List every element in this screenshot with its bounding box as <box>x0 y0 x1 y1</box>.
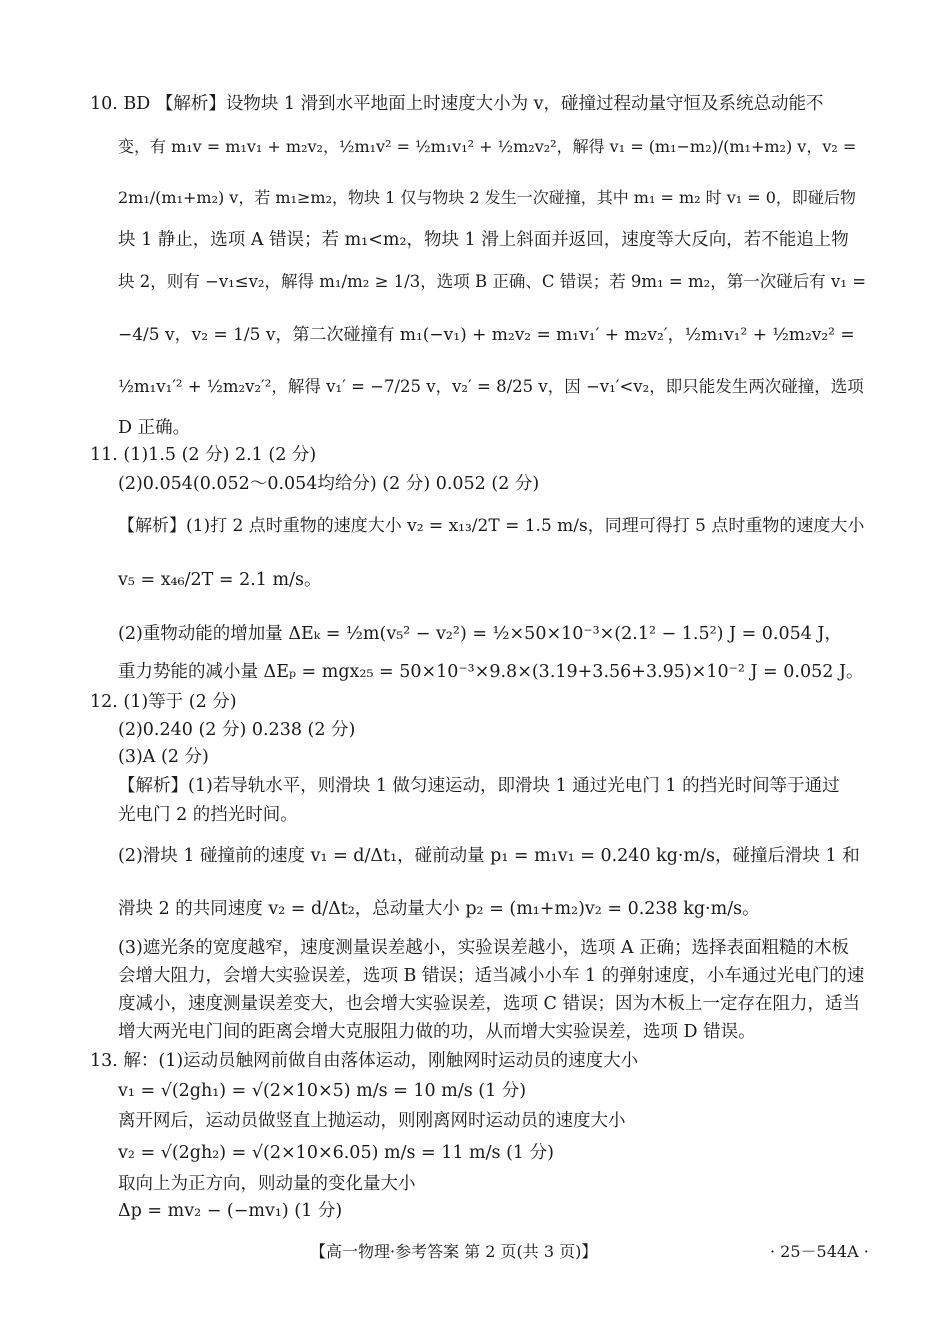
text-line: 变，有 m₁v = m₁v₁ + m₂v₂，½m₁v² = ½m₁v₁² + ½m₂v₂²，解得 v₁ = (m₁−m₂)/(m₁+m₂) v，v₂ = <box>118 137 857 156</box>
text-line: Δp = mv₂ − (−mv₁) (1 分) <box>118 1201 343 1221</box>
text-line: −4/5 v，v₂ = 1/5 v，第二次碰撞有 m₁(−v₁) + m₂v₂ = m₁v₁′ + m₂v₂′，½m₁v₁² + ½m₂v₂² = <box>118 325 855 345</box>
text-line: 取向上为正方向，则动量的变化量大小 <box>118 1174 416 1194</box>
text-line: 12. (1)等于 (2 分) <box>90 692 237 712</box>
paper-code: · 25－544A · <box>770 1242 869 1261</box>
text-line: (2)重物动能的增加量 ΔEₖ = ½m(v₅² − v₂²) = ½×50×10⁻³×(2.1² − 1.5²) J = 0.054 J， <box>118 624 842 644</box>
text-line: 块 2，则有 −v₁≤v₂，解得 m₁/m₂ ≥ 1/3，选项 B 正确、C 错误；若 9m₁ = m₂，第一次碰后有 v₁ = <box>118 272 867 291</box>
text-line: 离开网后，运动员做竖直上抛运动，则刚离网时运动员的速度大小 <box>118 1111 626 1131</box>
text-line: 重力势能的减小量 ΔEₚ = mgx₂₅ = 50×10⁻³×9.8×(3.19+3.56+3.95)×10⁻² J = 0.052 J。 <box>118 662 864 682</box>
text-line: (2)0.054(0.052～0.054均给分) (2 分) 0.052 (2 分) <box>118 474 540 494</box>
text-line: 滑块 2 的共同速度 v₂ = d/Δt₂，总动量大小 p₂ = (m₁+m₂)v₂ = 0.238 kg·m/s。 <box>118 899 760 919</box>
text-line: 度减小，速度测量误差变大，也会增大实验误差，选项 C 错误；因为木板上一定存在阻力，适当 <box>118 994 861 1014</box>
text-line: 2m₁/(m₁+m₂) v，若 m₁≥m₂，物块 1 仅与物块 2 发生一次碰撞，其中 m₁ = m₂ 时 v₁ = 0，即碰后物 <box>118 188 856 207</box>
text-line: D 正确。 <box>118 418 191 438</box>
text-line: v₂ = √(2gh₂) = √(2×10×6.05) m/s = 11 m/s (1 分) <box>118 1143 554 1163</box>
text-line: v₅ = x₄₆/2T = 2.1 m/s。 <box>118 570 322 590</box>
text-line: v₁ = √(2gh₁) = √(2×10×5) m/s = 10 m/s (1 分) <box>118 1081 527 1101</box>
text-line: 11. (1)1.5 (2 分) 2.1 (2 分) <box>90 445 317 465</box>
text-line: 10. BD 【解析】设物块 1 滑到水平地面上时速度大小为 v，碰撞过程动量守恒及系统总动能不 <box>90 94 824 114</box>
text-line: 会增大阻力，会增大实验误差，选项 B 错误；适当减小小车 1 的弹射速度，小车通过光电门的速 <box>118 966 865 986</box>
text-line: ½m₁v₁′² + ½m₂v₂′²，解得 v₁′ = −7/25 v，v₂′ = 8/25 v，因 −v₁′<v₂，即只能发生两次碰撞，选项 <box>118 377 864 396</box>
text-line: 光电门 2 的挡光时间。 <box>118 805 298 825</box>
text-line: 13. 解：(1)运动员触网前做自由落体运动，刚触网时运动员的速度大小 <box>90 1051 639 1071</box>
page-footer: 【高一物理·参考答案 第 2 页(共 3 页)】 <box>310 1242 598 1261</box>
text-line: 块 1 静止，选项 A 错误；若 m₁<m₂，物块 1 滑上斜面并返回，速度等大反向，若不能追上物 <box>118 230 849 250</box>
text-line: (2)滑块 1 碰撞前的速度 v₁ = d/Δt₁，碰前动量 p₁ = m₁v₁ = 0.240 kg·m/s，碰撞后滑块 1 和 <box>118 846 860 866</box>
text-line: (2)0.240 (2 分) 0.238 (2 分) <box>118 720 356 740</box>
text-line: 【解析】(1)打 2 点时重物的速度大小 v₂ = x₁₃/2T = 1.5 m/s，同理可得打 5 点时重物的速度大小 <box>118 516 865 536</box>
text-line: 【解析】(1)若导轨水平，则滑块 1 做匀速运动，即滑块 1 通过光电门 1 的挡光时间等于通过 <box>118 776 840 796</box>
text-line: (3)A (2 分) <box>118 747 209 767</box>
text-line: (3)遮光条的宽度越窄，速度测量误差越小，实验误差越小，选项 A 正确；选择表面粗糙的木板 <box>118 938 850 958</box>
text-line: 增大两光电门间的距离会增大克服阻力做的功，从而增大实验误差，选项 D 错误。 <box>118 1022 756 1042</box>
